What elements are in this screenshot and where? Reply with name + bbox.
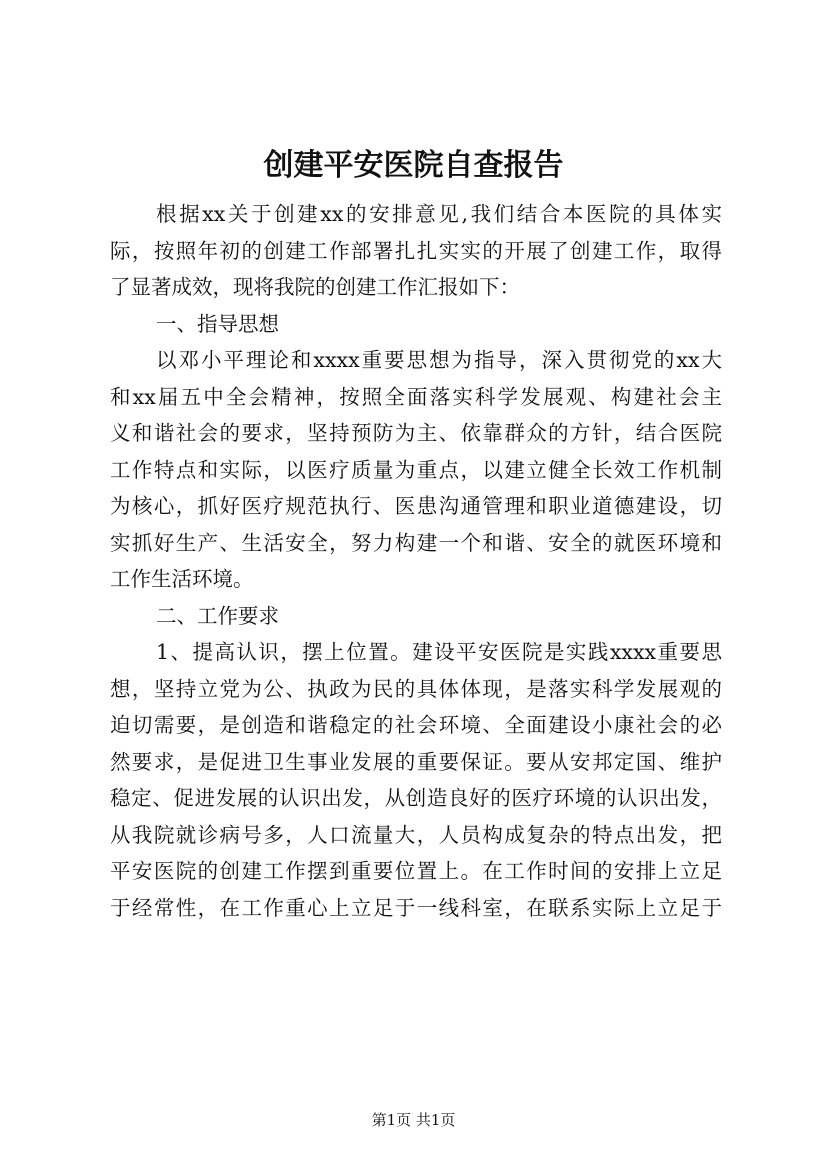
paragraph-line: 和xx届五中全会精神，按照全面落实科学发展观、构建社会主	[110, 384, 722, 409]
page-number-footer: 第1页 共1页	[371, 1111, 456, 1129]
document-title: 创建平安医院自查报告	[263, 148, 564, 183]
paragraph-line: 迫切需要，是创造和谐稳定的社会环境、全面建设小康社会的必	[110, 713, 722, 737]
section-heading: 二、工作要求	[156, 603, 279, 628]
section-heading: 一、指导思想	[156, 311, 279, 336]
paragraph-line: 1、提高认识，摆上位置。建设平安医院是实践xxxx重要思	[156, 640, 722, 664]
paragraph-line: 然要求，是促进卫生事业发展的重要保证。要从安邦定国、维护	[110, 749, 722, 774]
paragraph-line: 想，坚持立党为公、执政为民的具体体现，是落实科学发展观的	[110, 676, 722, 701]
paragraph-line: 实抓好生产、生活安全，努力构建一个和谐、安全的就医环境和	[110, 530, 722, 555]
paragraph-line: 为核心，抓好医疗规范执行、医患沟通管理和职业道德建设，切	[110, 494, 722, 518]
paragraph-line: 义和谐社会的要求，坚持预防为主、依靠群众的方针，结合医院	[110, 421, 722, 445]
document-body	[110, 196, 722, 926]
paragraph-line: 工作生活环境。	[110, 567, 254, 591]
paragraph-line: 稳定、促进发展的认识出发，从创造良好的医疗环境的认识出发，	[110, 786, 722, 810]
paragraph-line: 以邓小平理论和xxxx重要思想为指导，深入贯彻党的xx大	[156, 348, 722, 372]
paragraph-line: 从我院就诊病号多，人口流量大，人员构成复杂的特点出发，把	[110, 822, 722, 847]
paragraph-line: 际，按照年初的创建工作部署扎扎实实的开展了创建工作，取得	[110, 238, 722, 263]
paragraph-line: 了显著成效，现将我院的创建工作汇报如下：	[110, 275, 520, 299]
paragraph-line: 于经常性，在工作重心上立足于一线科室，在联系实际上立足于	[110, 895, 722, 920]
paragraph-line: 根据xx关于创建xx的安排意见,我们结合本医院的具体实	[156, 202, 722, 226]
paragraph-line: 平安医院的创建工作摆到重要位置上。在工作时间的安排上立足	[110, 859, 722, 883]
paragraph-line: 工作特点和实际，以医疗质量为重点，以建立健全长效工作机制	[110, 457, 722, 482]
